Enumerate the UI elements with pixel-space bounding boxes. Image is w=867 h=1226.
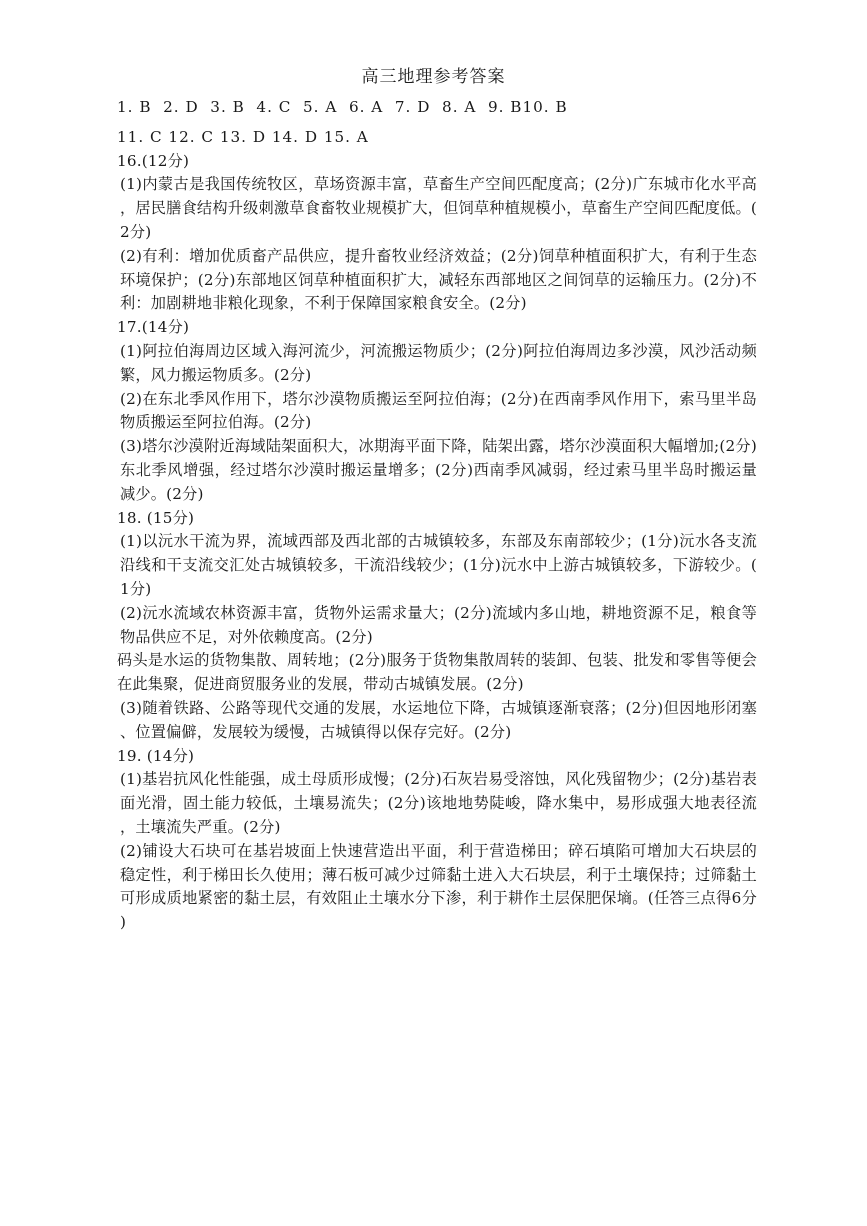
question-19 (117, 745, 757, 935)
q17-part-3: (3)塔尔沙漠附近海域陆架面积大，冰期海平面下降，陆架出露，塔尔沙漠面积大幅增加;(2分)东北季风增强，经过塔尔沙漠时搬运量增多；(2分)西南季风减弱，经过索马里半岛时搬运量减少。(2分) (120, 437, 757, 503)
q18-part-2: (2)沅水流域农林资源丰富，货物外运需求量大；(2分)流域内多山地，耕地资源不足，粮食等物品供应不足，对外依赖度高。(2分) (120, 603, 757, 646)
page-title: 高三地理参考答案 (361, 67, 506, 87)
q18-part-1: (1)以沅水干流为界，流域西部及西北部的古城镇较多，东部及东南部较少；(1分)沅水各支流沿线和干支流交汇处古城镇较多，干流沿线较少；(1分)沅水中上游古城镇较多，下游较少。(1分) (120, 532, 757, 598)
question-17 (117, 316, 757, 506)
question-16 (117, 150, 757, 317)
answer-content (117, 96, 757, 935)
mc-answers-row-2: 11. C 12. C 13. D 14. D 15. A (117, 127, 369, 146)
q17-part-1: (1)阿拉伯海周边区域入海河流少，河流搬运物质少；(2分)阿拉伯海周边多沙漠，风沙活动频繁，风力搬运物质多。(2分) (120, 341, 757, 384)
q17-part-2: (2)在东北季风作用下，塔尔沙漠物质搬运至阿拉伯海；(2分)在西南季风作用下，索马里半岛物质搬运至阿拉伯海。(2分) (120, 389, 757, 432)
q17-heading: 17.(14分) (117, 318, 190, 337)
q16-part-1: (1)内蒙古是我国传统牧区，草场资源丰富，草畜生产空间匹配度高；(2分)广东城市化水平高，居民膳食结构升级刺激草食畜牧业规模扩大，但饲草种植规模小，草畜生产空间匹配度低。(2分) (120, 175, 758, 241)
q19-part-2: (2)铺设大石块可在基岩坡面上快速营造出平面，利于营造梯田；碎石填陷可增加大石块层的稳定性，利于梯田长久使用；薄石板可减少过筛黏土进入大石块层，利于土壤保持；过筛黏土可形成质地紧密的黏土层，有效阻止土壤水分下渗，利于耕作土层保肥保墒。(任答三点得6分) (120, 841, 757, 932)
q16-heading: 16.(12分) (117, 151, 190, 170)
q18-part-3: (3)随着铁路、公路等现代交通的发展，水运地位下降，古城镇逐渐衰落；(2分)但因地形闭塞、位置偏僻，发展较为缓慢，古城镇得以保存完好。(2分) (120, 698, 757, 741)
mc-answers-row-1: 1. B 2. D 3. B 4. C 5. A 6. A 7. D 8. A 9. B10. B (117, 98, 568, 116)
q18-heading: 18. (15分) (117, 508, 195, 527)
q19-part-1: (1)基岩抗风化性能强，成土母质形成慢；(2分)石灰岩易受溶蚀，风化残留物少；(2分)基岩表面光滑，固土能力较低，土壤易流失；(2分)该地地势陡峻，降水集中，易形成强大地表径流，土壤流失严重。(2分) (120, 770, 757, 836)
q16-part-2: (2)有利：增加优质畜产品供应，提升畜牧业经济效益；(2分)饲草种植面积扩大，有利于生态环境保护；(2分)东部地区饲草种植面积扩大，减轻东西部地区之间饲草的运输压力。(2分)不利：加剧耕地非粮化现象，不利于保障国家粮食安全。(2分) (120, 246, 757, 313)
q19-heading: 19. (14分) (117, 746, 195, 765)
question-18 (117, 507, 757, 745)
q18-part-2-continued: 码头是水运的货物集散、周转地；(2分)服务于货物集散周转的装卸、包装、批发和零售等便会在此集聚，促进商贸服务业的发展，带动古城镇发展。(2分) (117, 651, 757, 694)
